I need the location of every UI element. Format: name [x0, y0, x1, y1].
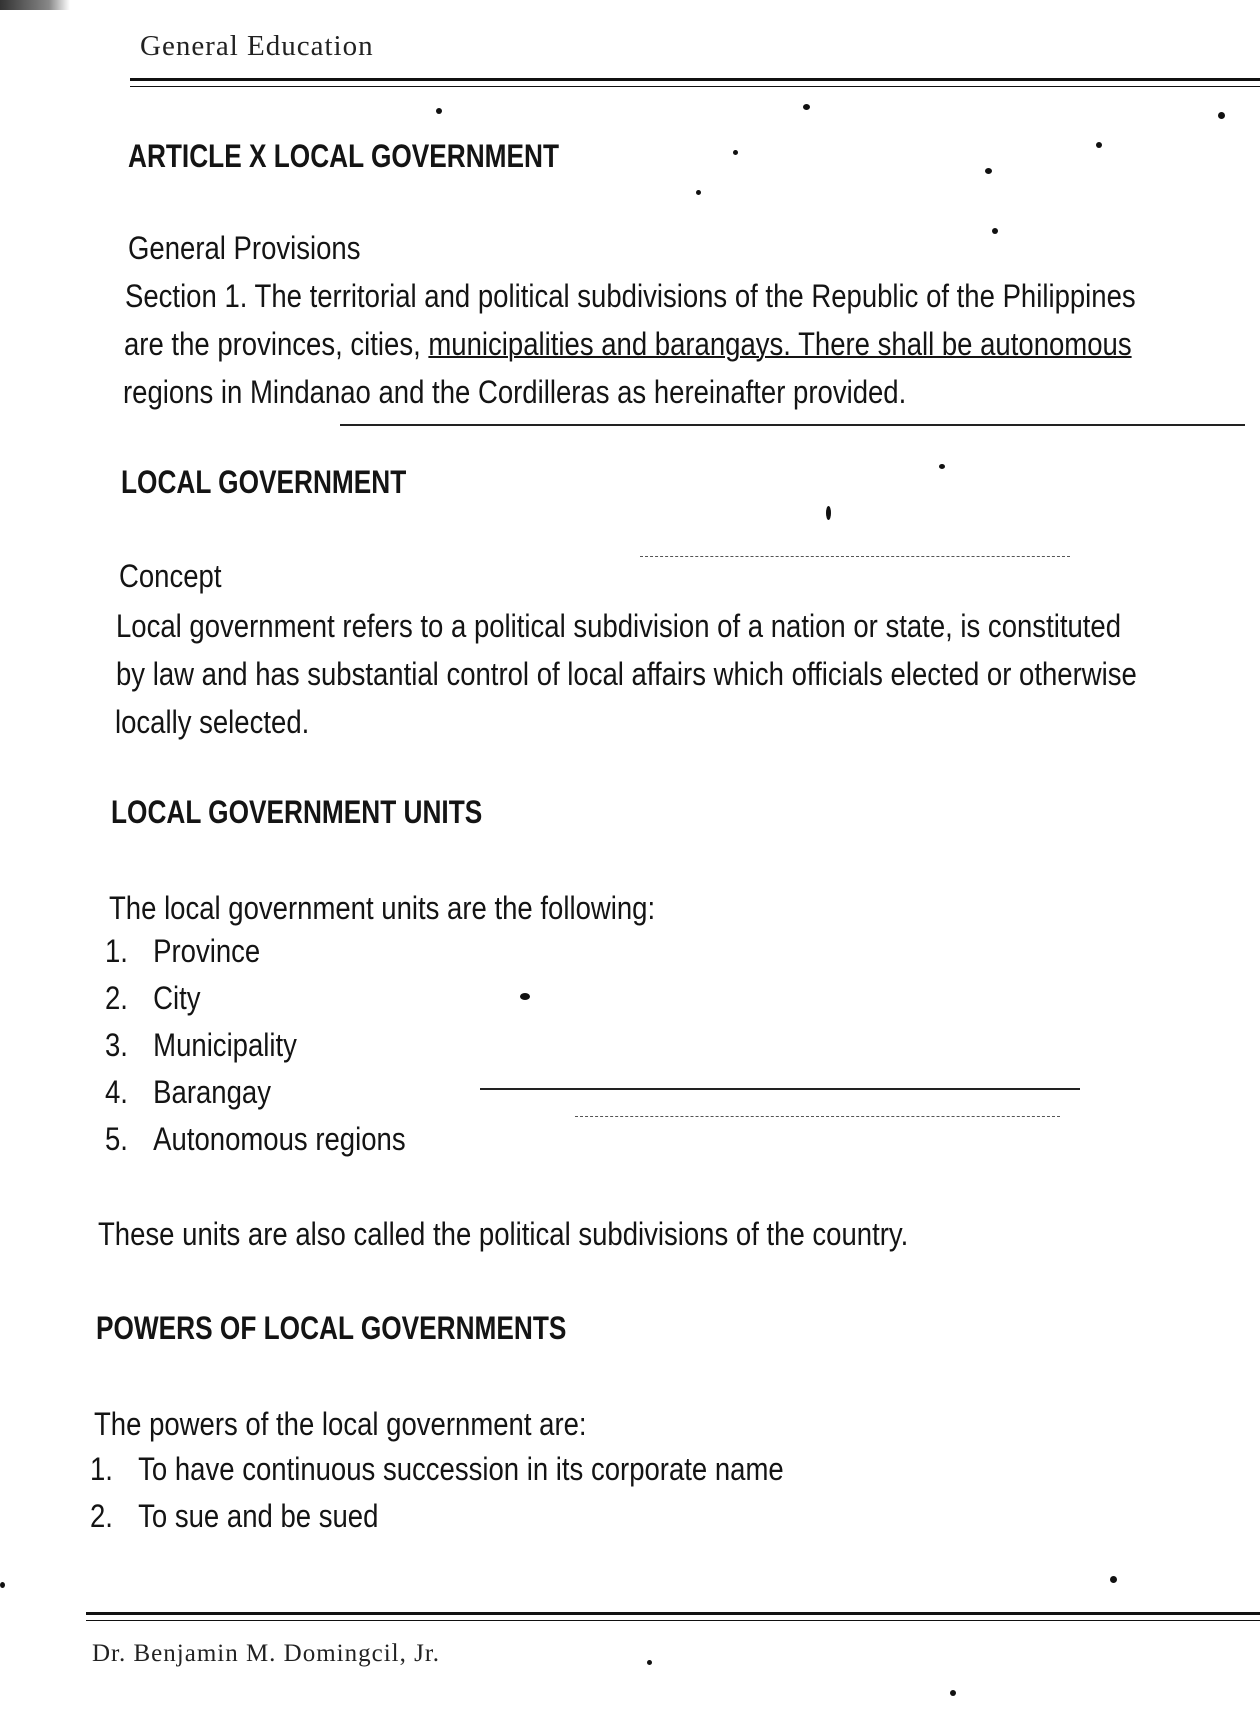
general-provisions-label: General Provisions [128, 230, 361, 266]
scan-speck [436, 108, 442, 114]
list-item: 4. Barangay [105, 1074, 271, 1110]
scan-artifact [0, 0, 70, 10]
footer-author: Dr. Benjamin M. Domingcil, Jr. [92, 1640, 441, 1667]
powers-heading: POWERS OF LOCAL GOVERNMENTS [96, 1310, 567, 1346]
list-item: 2. To sue and be sued [90, 1498, 379, 1534]
scan-speck [826, 506, 831, 520]
stray-rule [575, 1116, 1060, 1117]
section-underline [340, 424, 1245, 426]
list-item: 1. To have continuous succession in its corporate name [90, 1451, 784, 1487]
scan-speck [1096, 142, 1102, 148]
header-rule [130, 78, 1260, 87]
powers-intro: The powers of the local government are: [94, 1406, 587, 1442]
section1-line2 [124, 320, 1132, 368]
stray-rule [640, 556, 1070, 557]
concept-line3: locally selected. [115, 704, 310, 740]
footer-rule [86, 1612, 1260, 1621]
scan-speck [992, 228, 998, 234]
scan-speck [939, 464, 945, 469]
section1-line3: regions in Mindanao and the Cordilleras as hereinafter provided. [123, 374, 907, 410]
lgu-note: These units are also called the political subdivisions of the country. [98, 1216, 909, 1252]
section1-line2-plain: are the provinces, cities, [124, 326, 429, 362]
scan-speck [520, 993, 530, 1000]
scan-speck [950, 1690, 956, 1696]
concept-label: Concept [119, 558, 222, 594]
lgu-heading: LOCAL GOVERNMENT UNITS [111, 794, 483, 830]
concept-line1: Local government refers to a political subdivision of a nation or state, is constituted [116, 608, 1122, 644]
scan-speck [1110, 1576, 1117, 1583]
article-heading: ARTICLE X LOCAL GOVERNMENT [128, 138, 560, 174]
scan-speck [1218, 112, 1225, 119]
lgu-intro: The local government units are the following: [109, 890, 656, 926]
list-item: 3. Municipality [105, 1027, 297, 1063]
scan-speck [647, 1660, 652, 1665]
scan-speck [0, 1582, 5, 1588]
scan-speck [803, 104, 810, 110]
list-item: 1. Province [105, 933, 261, 969]
section1-line1: Section 1. The territorial and political subdivisions of the Republic of the Philippines [125, 278, 1136, 314]
scan-speck [696, 190, 701, 195]
scan-speck [733, 150, 738, 155]
stray-rule [480, 1088, 1080, 1090]
concept-line2: by law and has substantial control of local affairs which officials elected or otherwise [116, 656, 1137, 692]
section1-line2-underlined: municipalities and barangays. There shall be autonomous [428, 326, 1132, 362]
list-item: 2. City [105, 980, 201, 1016]
powers-list [90, 1446, 897, 1540]
scan-speck [985, 168, 992, 174]
local-government-heading: LOCAL GOVERNMENT [121, 464, 407, 500]
lgu-list [105, 928, 455, 1163]
running-header: General Education [140, 30, 374, 62]
list-item: 5. Autonomous regions [105, 1121, 406, 1157]
